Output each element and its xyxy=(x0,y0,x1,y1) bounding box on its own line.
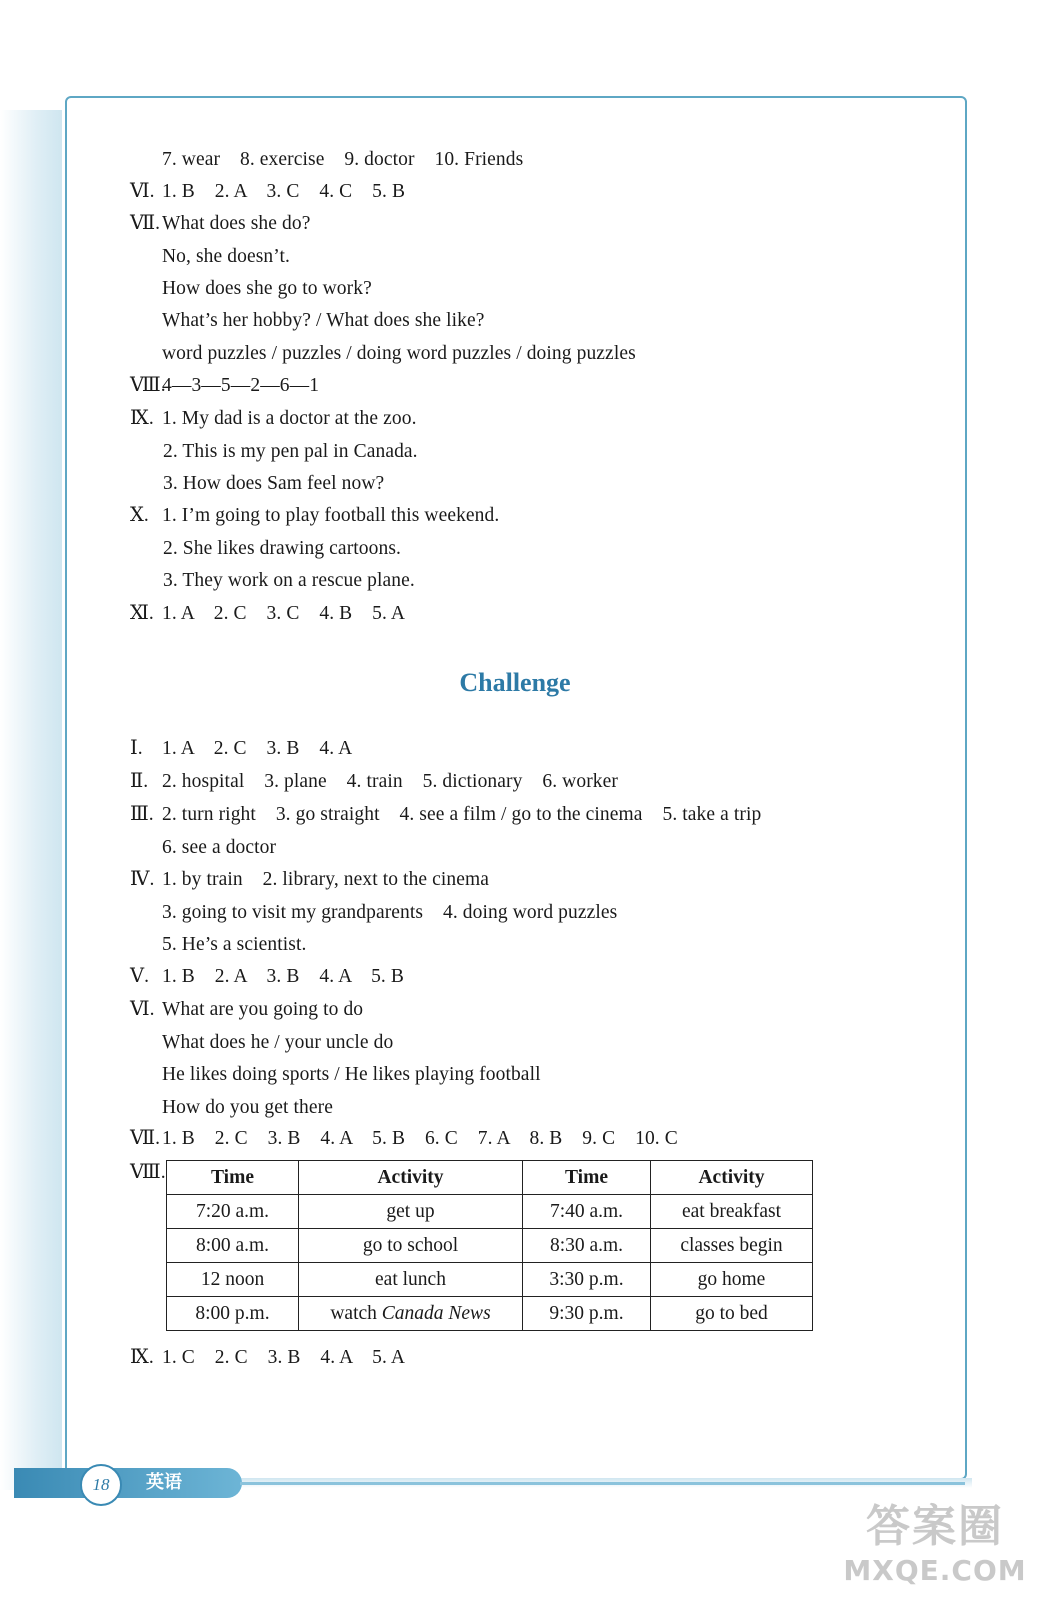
answer-line: 2. This is my pen pal in Canada. xyxy=(158,441,418,462)
column-header: Activity xyxy=(299,1161,523,1195)
table-cell: 7:40 a.m. xyxy=(523,1195,651,1229)
answer-line: How does she go to work? xyxy=(162,278,372,299)
table-cell: classes begin xyxy=(651,1229,813,1263)
footer-bar xyxy=(14,1468,242,1498)
watermark-logo xyxy=(840,1500,1030,1595)
answer-line: How do you get there xyxy=(162,1097,333,1118)
column-header: Time xyxy=(523,1161,651,1195)
section-number: Ⅴ. xyxy=(130,966,149,987)
left-decorative-strip xyxy=(0,110,62,1490)
table-cell xyxy=(299,1297,523,1331)
column-header: Activity xyxy=(651,1161,813,1195)
subject-label: 英语 xyxy=(146,1472,182,1493)
table-cell: eat lunch xyxy=(299,1263,523,1297)
schedule-table xyxy=(166,1160,813,1331)
answer-line: What does he / your uncle do xyxy=(162,1032,394,1053)
table-cell: 8:00 p.m. xyxy=(167,1297,299,1331)
section-number: Ⅵ. xyxy=(130,181,155,202)
table-cell: go home xyxy=(651,1263,813,1297)
watermark-bottom: MXQE.COM xyxy=(843,1554,1027,1587)
table-row xyxy=(167,1263,813,1297)
section-number: Ⅹ. xyxy=(130,505,149,526)
answer-line: 2. hospital 3. plane 4. train 5. dictionary 6. worker xyxy=(162,771,618,792)
table-row xyxy=(167,1195,813,1229)
table-header-row xyxy=(167,1161,813,1195)
answer-line: word puzzles / puzzles / doing word puzzles / doing puzzles xyxy=(162,343,636,364)
section-number: Ⅷ. xyxy=(130,1162,166,1183)
answer-line: 1. B 2. C 3. B 4. A 5. B 6. C 7. A 8. B 9. C 10. C xyxy=(162,1128,678,1149)
section-number: Ⅱ. xyxy=(130,771,149,792)
section-number: Ⅸ. xyxy=(130,408,154,429)
answer-line: 2. She likes drawing cartoons. xyxy=(158,538,402,559)
answer-line: What’s her hobby? / What does she like? xyxy=(162,310,485,331)
watermark-top: 答案圈 xyxy=(866,1501,1004,1552)
table-cell: 3:30 p.m. xyxy=(523,1263,651,1297)
answer-line: 1. A 2. C 3. C 4. B 5. A xyxy=(162,603,406,624)
table-cell: 12 noon xyxy=(167,1263,299,1297)
table-cell: 9:30 p.m. xyxy=(523,1297,651,1331)
footer-rule xyxy=(240,1482,965,1485)
section-number: Ⅶ. xyxy=(130,1128,161,1149)
column-header: Time xyxy=(167,1161,299,1195)
table-row xyxy=(167,1297,813,1331)
answer-line: No, she doesn’t. xyxy=(162,246,290,267)
table-cell: 8:30 a.m. xyxy=(523,1229,651,1263)
answer-line: What are you going to do xyxy=(162,999,364,1020)
section-number: Ⅷ. xyxy=(130,375,166,396)
answer-line: 1. A 2. C 3. B 4. A xyxy=(162,738,353,759)
table-cell: go to school xyxy=(299,1229,523,1263)
section-heading: Challenge xyxy=(459,668,571,697)
answer-line: He likes doing sports / He likes playing football xyxy=(162,1064,541,1085)
answer-line: 1. by train 2. library, next to the cinema xyxy=(162,869,490,890)
answer-line: 6. see a doctor xyxy=(162,837,277,858)
table-cell: go to bed xyxy=(651,1297,813,1331)
page-number: 18 xyxy=(80,1464,122,1506)
answer-line: 4—3—5—2—6—1 xyxy=(162,375,320,396)
answer-line: 1. My dad is a doctor at the zoo. xyxy=(162,408,417,429)
section-number: Ⅲ. xyxy=(130,804,154,825)
answer-line: 1. C 2. C 3. B 4. A 5. A xyxy=(162,1347,406,1368)
section-number: Ⅸ. xyxy=(130,1347,154,1368)
answer-line: 3. going to visit my grandparents 4. doing word puzzles xyxy=(162,902,618,923)
answer-line: 7. wear 8. exercise 9. doctor 10. Friends xyxy=(162,149,524,170)
answer-line: 1. B 2. A 3. C 4. C 5. B xyxy=(162,181,406,202)
section-number: Ⅶ. xyxy=(130,213,161,234)
answer-line: 5. He’s a scientist. xyxy=(162,934,307,955)
answer-line: 1. I’m going to play football this weekend. xyxy=(162,505,500,526)
answer-line: 3. How does Sam feel now? xyxy=(158,473,385,494)
answer-line: 1. B 2. A 3. B 4. A 5. B xyxy=(162,966,404,987)
program-title: Canada News xyxy=(381,1302,491,1324)
table-row xyxy=(167,1229,813,1263)
section-number: Ⅳ. xyxy=(130,869,155,890)
answer-line: 3. They work on a rescue plane. xyxy=(158,570,415,591)
activity-prefix: watch xyxy=(330,1302,382,1324)
table-cell: 7:20 a.m. xyxy=(167,1195,299,1229)
section-number: Ⅰ. xyxy=(130,738,143,759)
table-cell: eat breakfast xyxy=(651,1195,813,1229)
table-cell: get up xyxy=(299,1195,523,1229)
section-number: Ⅺ. xyxy=(130,603,154,624)
section-number: Ⅵ. xyxy=(130,999,155,1020)
answer-line: What does she do? xyxy=(162,213,311,234)
table-cell: 8:00 a.m. xyxy=(167,1229,299,1263)
answer-line: 2. turn right 3. go straight 4. see a film / go to the cinema 5. take a trip xyxy=(162,804,762,825)
